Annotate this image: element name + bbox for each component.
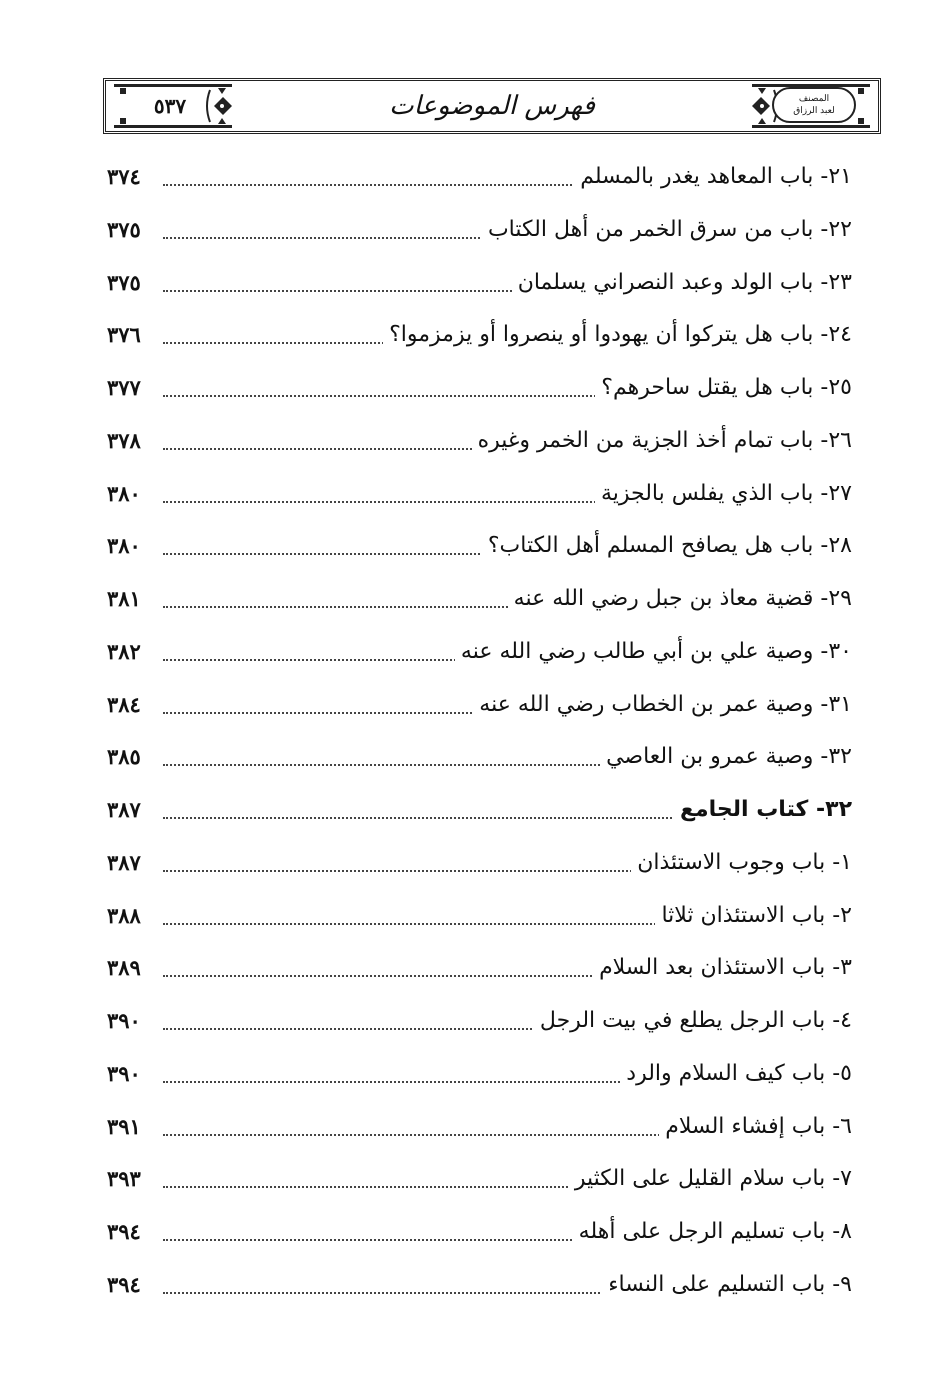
toc-entry-page: ٣٨٧ [107, 795, 157, 825]
book-seal-line-2: لعبد الرزاق [793, 106, 835, 116]
toc-entry-title: ٢٨- باب هل يصافح المسلم أهل الكتاب؟ [482, 531, 852, 561]
toc-entry-page: ٣٨٥ [107, 742, 157, 772]
book-seal-line-1: المصنف [798, 94, 830, 104]
toc-row-book-heading [107, 793, 852, 846]
toc-entry-page: ٣٧٨ [107, 426, 157, 456]
page-header [103, 78, 881, 134]
toc-entry-page: ٣٨٢ [107, 637, 157, 667]
toc-entry-page: ٣٩٤ [107, 1217, 157, 1247]
toc-row [107, 160, 852, 213]
toc-entry-title: ٩- باب التسليم على النساء [602, 1270, 852, 1300]
toc-entry-page: ٣٧٦ [107, 320, 157, 350]
toc-entry-title: ٢٣- باب الولد وعبد النصراني يسلمان [512, 268, 852, 298]
toc-entry-title: ٢٦- باب تمام أخذ الجزية من الخمر وغيره [472, 426, 852, 456]
toc-entry-page: ٣٨٧ [107, 848, 157, 878]
toc-row [107, 740, 852, 793]
toc-entry-page: ٣٧٧ [107, 373, 157, 403]
toc-entry-title: ٢٧- باب الذي يفلس بالجزية [595, 479, 852, 509]
toc-entry-page: ٣٨٤ [107, 690, 157, 720]
book-heading-title: ٣٢- كتاب الجامع [674, 795, 852, 825]
toc-entry-page: ٣٨٠ [107, 531, 157, 561]
toc-row [107, 424, 852, 477]
book-title-seal [772, 87, 856, 123]
page-number: ٥٣٧ [136, 91, 204, 121]
toc-entry-page: ٣٨١ [107, 584, 157, 614]
toc-entry-title: ٣٠- وصية علي بن أبي طالب رضي الله عنه [455, 637, 852, 667]
toc-entry-page: ٣٩٤ [107, 1270, 157, 1300]
toc-entry-title: ٨- باب تسليم الرجل على أهله [573, 1217, 852, 1247]
toc-row [107, 213, 852, 266]
toc-row [107, 1215, 852, 1268]
toc-row [107, 266, 852, 319]
toc-row [107, 951, 852, 1004]
toc-entry-title: ٤- باب الرجل يطلع في بيت الرجل [534, 1006, 852, 1036]
toc-entry-page: ٣٩١ [107, 1112, 157, 1142]
toc-row [107, 635, 852, 688]
toc-row [107, 846, 852, 899]
toc-entry-title: ٢٢- باب من سرق الخمر من أهل الكتاب [482, 215, 852, 245]
toc-entry-page: ٣٩٣ [107, 1164, 157, 1194]
toc-row [107, 1162, 852, 1215]
toc-entry-title: ٣٢- وصية عمرو بن العاصي [600, 742, 852, 772]
toc-entry-title: ٢- باب الاستئذان ثلاثا [655, 901, 852, 931]
toc-row [107, 529, 852, 582]
toc-entry-title: ٢٤- باب هل يتركوا أن يهودوا أو ينصروا أو يزمزموا؟ [383, 320, 852, 350]
toc-row [107, 477, 852, 530]
toc-row [107, 1110, 852, 1163]
toc-row [107, 899, 852, 952]
toc-entry-title: ٢١- باب المعاهد يغدر بالمسلم [574, 162, 852, 192]
toc-row [107, 688, 852, 741]
table-of-contents [107, 160, 852, 1321]
page-title: فهرس الموضوعات [389, 91, 595, 121]
toc-entry-page: ٣٨٨ [107, 901, 157, 931]
toc-row [107, 371, 852, 424]
toc-entry-title: ٣- باب الاستئذان بعد السلام [593, 953, 852, 983]
toc-entry-page: ٣٧٤ [107, 162, 157, 192]
toc-entry-title: ١- باب وجوب الاستئذان [631, 848, 852, 878]
toc-entry-title: ٣١- وصية عمر بن الخطاب رضي الله عنه [473, 690, 852, 720]
toc-entry-page: ٣٨٩ [107, 953, 157, 983]
toc-row [107, 1057, 852, 1110]
toc-entry-title: ٥- باب كيف السلام والرد [620, 1059, 852, 1089]
toc-entry-title: ٢٩- قضية معاذ بن جبل رضي الله عنه [508, 584, 852, 614]
toc-entry-page: ٣٨٠ [107, 479, 157, 509]
toc-entry-page: ٣٧٥ [107, 215, 157, 245]
toc-entry-title: ٦- باب إفشاء السلام [659, 1112, 852, 1142]
toc-row [107, 1268, 852, 1321]
toc-entry-page: ٣٧٥ [107, 268, 157, 298]
toc-entry-title: ٧- باب سلام القليل على الكثير [569, 1164, 852, 1194]
toc-entry-page: ٣٩٠ [107, 1059, 157, 1089]
toc-row [107, 318, 852, 371]
toc-row [107, 582, 852, 635]
toc-row [107, 1004, 852, 1057]
toc-entry-title: ٢٥- باب هل يقتل ساحرهم؟ [595, 373, 852, 403]
toc-entry-page: ٣٩٠ [107, 1006, 157, 1036]
